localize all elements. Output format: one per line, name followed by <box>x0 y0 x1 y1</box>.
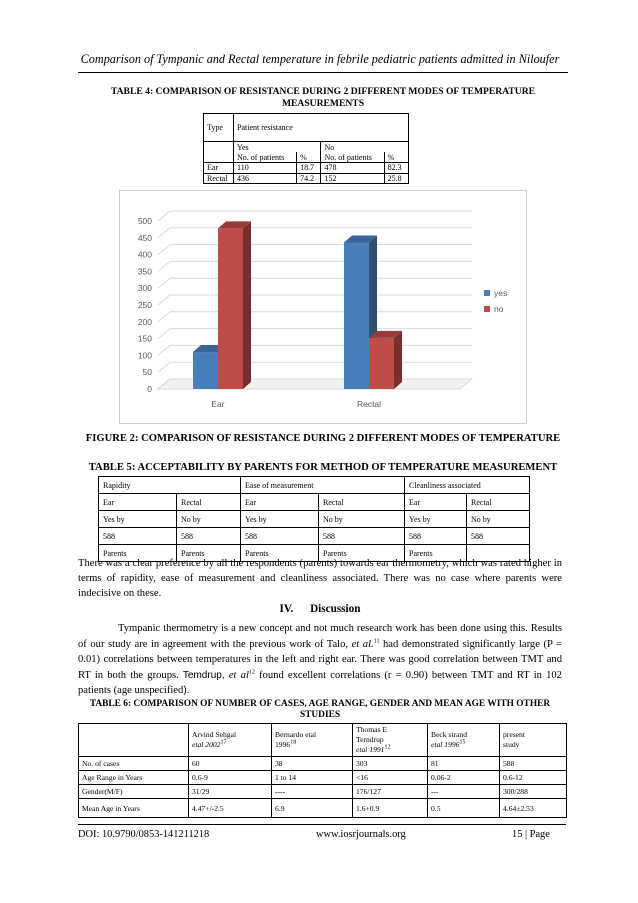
gridline-depth <box>158 211 170 221</box>
table-row <box>204 173 409 184</box>
table4-cell: Rectal <box>204 173 234 184</box>
table-row <box>99 528 530 545</box>
table6-caption: TABLE 6: COMPARISON OF NUMBER OF CASES, AGE RANGE, GENDER AND MEAN AGE WITH OTHER STUDIES <box>89 699 551 720</box>
x-tick-label: Rectal <box>356 399 382 409</box>
table5-cell: 588 <box>177 528 241 545</box>
table6-header-row <box>79 724 567 757</box>
bar-side-no-rectal <box>394 331 402 389</box>
table5-cell: 588 <box>319 528 405 545</box>
table-row <box>79 771 567 785</box>
header-line: Beck strand <box>431 730 468 739</box>
header-line: Arvind Sehgal <box>192 730 237 739</box>
x-tick-label: Ear <box>211 399 225 409</box>
bar-yes-ear <box>193 352 218 389</box>
gridline-depth <box>158 295 170 305</box>
table4-cell: 110 <box>234 163 297 174</box>
bar-no-ear <box>218 228 243 389</box>
gridline-depth <box>158 261 170 271</box>
gridline-depth <box>158 228 170 238</box>
header-line: study <box>503 740 520 749</box>
footer-page-number: 15 | Page <box>512 829 550 840</box>
table5-cell: 588 <box>99 528 177 545</box>
y-tick-label: 400 <box>137 249 152 260</box>
table6-cell: 38 <box>272 757 353 771</box>
table6-cell: 0.5 <box>428 799 500 818</box>
table6-cell: No. of cases <box>79 757 189 771</box>
table4-cell: 478 <box>321 163 384 174</box>
gridline-depth <box>158 329 170 339</box>
table5-cell: 588 <box>467 528 530 545</box>
header-line: Bernardo etal <box>275 730 317 739</box>
gridline-depth <box>158 245 170 255</box>
citation-ref: 15 <box>459 739 466 746</box>
table4-cell: 18.7 <box>297 163 321 174</box>
y-tick-label: 300 <box>137 283 152 294</box>
table5-cell: Yes by <box>405 511 467 528</box>
text-run: et al. <box>351 638 374 650</box>
table6-cell: 4.47+/-2.5 <box>189 799 272 818</box>
table6-header-cell <box>500 724 567 757</box>
table6-cell: Age Range in Years <box>79 771 189 785</box>
table4-yes-header: Yes <box>234 142 321 153</box>
table4-yes-count-header: No. of patients <box>234 152 297 163</box>
text-run: Temdrup, <box>182 669 229 681</box>
table6-cell: 303 <box>353 757 428 771</box>
table5-cell: Parents <box>177 545 241 562</box>
table6-cell: 31/29 <box>189 785 272 799</box>
table4-empty <box>204 142 234 153</box>
table4-empty <box>204 152 234 163</box>
table4-caption: TABLE 4: COMPARISON OF RESISTANCE DURING 2 DIFFERENT MODES OF TEMPERATURE MEASUREMENTS <box>110 86 536 109</box>
table5-caption: TABLE 5: ACCEPTABILITY BY PARENTS FOR METHOD OF TEMPERATURE MEASUREMENT <box>88 462 558 473</box>
gridline-depth <box>158 345 170 355</box>
table6-header-cell <box>272 724 353 757</box>
header-line: Terndrup <box>356 735 384 744</box>
table5 <box>98 476 530 562</box>
citation-ref: 17 <box>220 739 227 746</box>
table6-cell: --- <box>428 785 500 799</box>
y-tick-label: 50 <box>142 367 152 378</box>
table4-no-header: No <box>321 142 409 153</box>
table4-cell: 74.2 <box>297 173 321 184</box>
running-header: Comparison of Tympanic and Rectal temperature in febrile pediatric patients admitted in Niloufer <box>80 52 560 66</box>
table6-cell: ---- <box>272 785 353 799</box>
table-row <box>99 511 530 528</box>
y-tick-label: 350 <box>137 266 152 277</box>
text-run: ). <box>183 685 190 696</box>
table6-cell: 81 <box>428 757 500 771</box>
table4-cell: 82.3 <box>384 163 408 174</box>
section-heading-discussion: IV. Discussion <box>279 603 361 615</box>
table6-cell: 0.6-12 <box>500 771 567 785</box>
header-line: present <box>503 730 525 739</box>
table6-header-cell <box>428 724 500 757</box>
table5-cell: Parents <box>319 545 405 562</box>
discussion-paragraph <box>78 621 562 699</box>
table6-header-cell <box>353 724 428 757</box>
table6-cell: 1 to 14 <box>272 771 353 785</box>
table4-no-pct-header: % <box>384 152 408 163</box>
resistance-chart <box>119 190 527 424</box>
table5-group-cleanliness: Cleanliness associated <box>405 477 530 494</box>
legend-swatch-no <box>484 306 490 312</box>
table-row <box>79 799 567 818</box>
table-row <box>99 494 530 511</box>
legend-swatch-yes <box>484 290 490 296</box>
resistance-chart-svg <box>120 191 528 425</box>
table6-header-cell <box>189 724 272 757</box>
table6-cell: 176/127 <box>353 785 428 799</box>
table-row <box>204 163 409 174</box>
table5-cell: Parents <box>99 545 177 562</box>
table5-group-ease: Ease of measurement <box>241 477 405 494</box>
footer-doi: DOI: 10.9790/0853-141211218 <box>78 829 210 840</box>
table6-cell: 1.6+0.9 <box>353 799 428 818</box>
citation-ref: 11 <box>373 637 380 644</box>
figure2-caption: FIGURE 2: COMPARISON OF RESISTANCE DURING 2 DIFFERENT MODES OF TEMPERATURE <box>85 433 561 444</box>
citation-ref: 12 <box>384 744 391 751</box>
table6-cell: 300/288 <box>500 785 567 799</box>
table4-cell: Ear <box>204 163 234 174</box>
y-tick-label: 0 <box>147 384 152 394</box>
table5-cell: No by <box>319 511 405 528</box>
table-row <box>79 785 567 799</box>
header-line: 1996 <box>275 740 291 749</box>
y-tick-label: 250 <box>137 300 152 310</box>
table6-header-cell <box>79 724 189 757</box>
legend-label-yes: yes <box>494 288 508 298</box>
gridline-depth <box>158 362 170 372</box>
table5-cell: Yes by <box>99 511 177 528</box>
table4-cell: 25.8 <box>384 173 408 184</box>
table4-no-count-header: No. of patients <box>321 152 384 163</box>
y-tick-label: 150 <box>137 333 152 344</box>
table6-cell: <16 <box>353 771 428 785</box>
table4-cell: 152 <box>321 173 384 184</box>
y-tick-label: 450 <box>137 232 152 243</box>
text-run: et al <box>228 669 249 681</box>
table6-cell: 6.9 <box>272 799 353 818</box>
text-run: found excellent correlations (r = 0.90) between TMT and RT in 102 patients (age unspecified <box>78 669 562 696</box>
bar-yes-rectal <box>344 243 369 389</box>
y-tick-label: 100 <box>137 350 152 361</box>
table6-cell: 0.06-2 <box>428 771 500 785</box>
table5-cell: Rectal <box>467 494 530 511</box>
citation-ref: 18 <box>290 739 297 746</box>
header-line: etal 1996 <box>431 740 460 749</box>
table5-cell: Ear <box>241 494 319 511</box>
y-tick-label: 500 <box>137 216 152 226</box>
footer-journal-link[interactable]: www.iosrjournals.org <box>316 829 406 840</box>
bar-no-rectal <box>369 338 394 389</box>
header-line: Thomas E <box>356 725 388 734</box>
table5-cell: Ear <box>99 494 177 511</box>
legend-label-no: no <box>494 304 504 314</box>
table5-cell: Ear <box>405 494 467 511</box>
table5-cell: Parents <box>241 545 319 562</box>
text-run: had demonstrated significantly large (P = 0.01) correlations between temperatures in the left and right ear. There was good correlation between TMT and RT in both the groups. <box>78 638 562 681</box>
table6 <box>78 723 567 818</box>
table5-cell: 588 <box>241 528 319 545</box>
table5-cell: Rectal <box>177 494 241 511</box>
table5-cell: No by <box>467 511 530 528</box>
table6-cell: Gender(M/F) <box>79 785 189 799</box>
bar-side-no-ear <box>243 221 251 389</box>
header-rule <box>78 72 568 73</box>
gridline-depth <box>158 278 170 288</box>
table5-cell: Yes by <box>241 511 319 528</box>
table6-cell: 60 <box>189 757 272 771</box>
table5-cell: No by <box>177 511 241 528</box>
table6-cell: 588 <box>500 757 567 771</box>
table-row <box>79 757 567 771</box>
table6-cell: Mean Age in Years <box>79 799 189 818</box>
table4-yes-pct-header: % <box>297 152 321 163</box>
table6-cell: 0.6-9 <box>189 771 272 785</box>
gridline-depth <box>158 312 170 322</box>
table5-cell: Parents <box>405 545 467 562</box>
table4-type-header: Type <box>204 114 234 142</box>
table5-cell: Rectal <box>319 494 405 511</box>
footer-rule <box>78 824 566 825</box>
table5-cell: 588 <box>405 528 467 545</box>
results-paragraph: There was a clear preference by all the respondents (parents) towards ear thermometry, which was rated higher in terms of rapidity, ease of measurement and cleanliness associated. There was no case where parents were indecisive on these. <box>78 558 562 599</box>
citation-ref: 12 <box>248 668 255 675</box>
table4-resistance-header: Patient resistance <box>234 114 409 142</box>
header-line: etal 1991 <box>356 745 385 754</box>
table6-cell: 4.64±2.53 <box>500 799 567 818</box>
y-tick-label: 200 <box>137 316 152 327</box>
table4-cell: 436 <box>234 173 297 184</box>
table4 <box>203 113 409 184</box>
header-line: etal 2002 <box>192 740 221 749</box>
table5-group-rapidity: Rapidity <box>99 477 241 494</box>
text-run: Tympanic thermometry is a new concept and not much research work has been done using this. Results of our study are in agreement with the previous work of Talo, <box>78 623 562 650</box>
